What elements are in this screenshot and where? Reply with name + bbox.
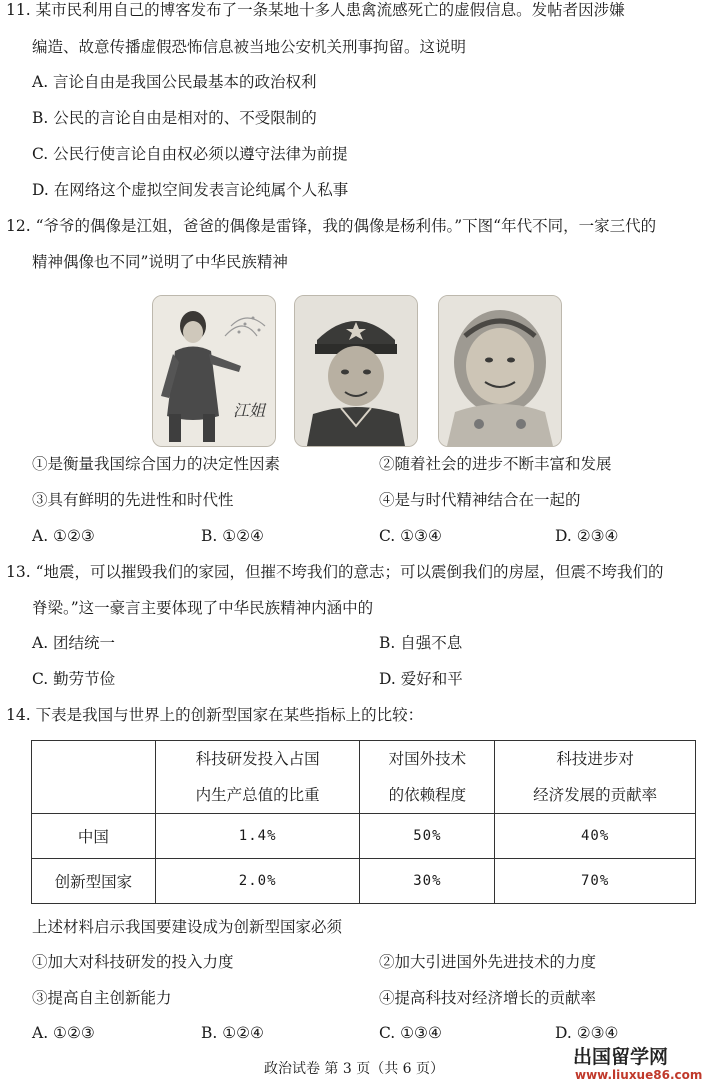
q12-statement-3: ③具有鲜明的先进性和时代性 [32, 491, 234, 509]
q12-choice-c: C. ①③④ [379, 527, 442, 545]
q11-option-d: D. 在网络这个虚拟空间发表言论纯属个人私事 [32, 181, 349, 199]
q12-stem-line1: 12. “爷爷的偶像是江姐，爸爸的偶像是雷锋，我的偶像是杨利伟。”下图“年代不同，一家三代的 [6, 217, 657, 235]
q14-choice-b: B. ①②④ [201, 1024, 264, 1042]
table-header-row [32, 741, 696, 814]
watermark-logo-text: 出国留学网 [573, 1046, 669, 1068]
q13-stem-line2: 脊梁。”这一豪言主要体现了中华民族精神内涵中的 [32, 599, 374, 617]
q13-option-a: A. 团结统一 [32, 634, 116, 652]
table-cell: 40% [495, 814, 696, 859]
table-row [32, 859, 696, 904]
q12-choice-b: B. ①②④ [201, 527, 264, 545]
q12-choice-d: D. ②③④ [555, 527, 619, 545]
jiangjie-photo [152, 295, 276, 447]
table-header-cell-empty [32, 741, 156, 814]
header-rd-line1: 科技研发投入占国 [195, 750, 320, 768]
table-cell: 70% [495, 859, 696, 904]
q13-option-b: B. 自强不息 [379, 634, 463, 652]
table-header-cell [360, 741, 495, 814]
comparison-table [31, 740, 696, 904]
header-contribution-line1: 科技进步对 [556, 750, 634, 768]
q14-follow-up: 上述材料启示我国要建设成为创新型国家必须 [32, 918, 343, 936]
q14-statement-4: ④提高科技对经济增长的贡献率 [379, 989, 597, 1007]
page-footer: 政治试卷 第 3 页（共 6 页） [263, 1061, 445, 1077]
q14-statement-2: ②加大引进国外先进技术的力度 [379, 953, 597, 971]
table-cell: 创新型国家 [32, 859, 156, 904]
table-cell: 50% [360, 814, 495, 859]
q14-choice-c: C. ①③④ [379, 1024, 442, 1042]
q14-statement-1: ①加大对科技研发的投入力度 [32, 953, 234, 971]
yangliwei-photo [438, 295, 562, 447]
q12-statement-4: ④是与时代精神结合在一起的 [379, 491, 581, 509]
q13-stem-line1: 13. “地震，可以摧毁我们的家园，但摧不垮我们的意志；可以震倒我们的房屋，但震不垮我们的 [6, 563, 664, 581]
astronaut-icon [439, 296, 561, 446]
jiangjie-figure-icon [153, 296, 275, 446]
q11-option-b: B. 公民的言论自由是相对的、不受限制的 [32, 109, 317, 127]
watermark-url: www.liuxue86.com [575, 1068, 703, 1082]
q11-option-c: C. 公民行使言论自由权必须以遵守法律为前提 [32, 145, 348, 163]
header-dependence-line2: 的依赖程度 [388, 786, 467, 804]
header-contribution-line2: 经济发展的贡献率 [533, 786, 658, 804]
q11-option-a: A. 言论自由是我国公民最基本的政治权利 [32, 73, 317, 91]
q13-option-c: C. 勤劳节俭 [32, 670, 116, 688]
q14-stem: 14. 下表是我国与世界上的创新型国家在某些指标上的比较： [6, 706, 424, 724]
q12-stem-line2: 精神偶像也不同”说明了中华民族精神 [32, 253, 288, 271]
q14-statement-3: ③提高自主创新能力 [32, 989, 172, 1007]
table-row [32, 814, 696, 859]
q14-choice-d: D. ②③④ [555, 1024, 619, 1042]
header-rd-line2: 内生产总值的比重 [195, 786, 320, 804]
table-cell: 中国 [32, 814, 156, 859]
header-dependence-line1: 对国外技术 [388, 750, 467, 768]
leifeng-photo [294, 295, 418, 447]
jiangjie-caption: 江姐 [233, 401, 266, 420]
q11-stem-line2: 编造、故意传播虚假恐怖信息被当地公安机关刑事拘留。这说明 [32, 38, 467, 56]
leifeng-portrait-icon [295, 296, 417, 446]
table-cell: 2.0% [155, 859, 360, 904]
table-cell: 30% [360, 859, 495, 904]
q12-choice-a: A. ①②③ [32, 527, 95, 545]
q12-statement-1: ①是衡量我国综合国力的决定性因素 [32, 455, 281, 473]
table-cell: 1.4% [155, 814, 360, 859]
q11-stem-line1: 11. 某市民利用自己的博客发布了一条某地十多人患禽流感死亡的虚假信息。发帖者因涉嫌 [6, 1, 625, 19]
table-header-cell [495, 741, 696, 814]
q12-statement-2: ②随着社会的进步不断丰富和发展 [379, 455, 612, 473]
q14-choice-a: A. ①②③ [32, 1024, 95, 1042]
table-header-cell [155, 741, 360, 814]
q13-option-d: D. 爱好和平 [379, 670, 463, 688]
